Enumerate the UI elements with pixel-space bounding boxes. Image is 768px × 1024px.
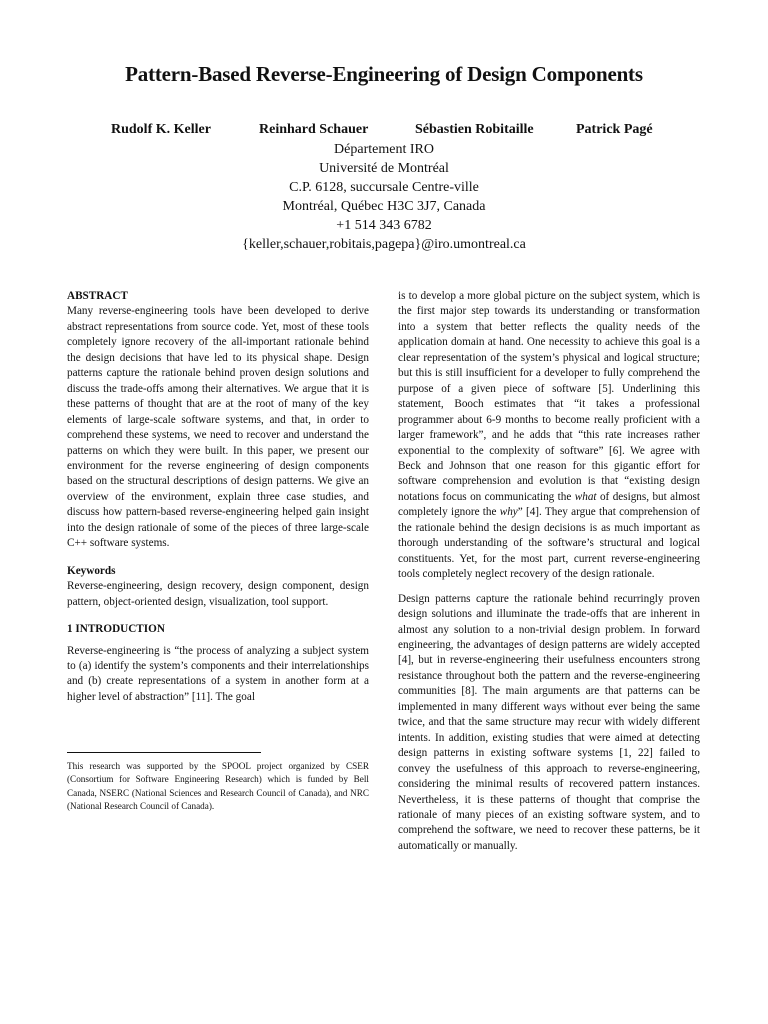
postal-address: C.P. 6128, succursale Centre-ville xyxy=(289,180,479,195)
text-run: is to develop a more global picture on the subject system, which is the first major step towards its understanding or transformation into a system that better reflects the quality needs of the application domain at hand. One necessity to achieve this goal is a clear representation of the system’s physical and logical structure; but this is still insufficient for a developer to fully comprehend the purpose of a given piece of software [5]. Underlining this statement, Booch estimates that “it takes a professional programmer about 6-9 months to become really proficient with a larger framework”, and he adds that “this rate increases rather exponential to the complexity of software” [6]. We agree with Beck and Johnson that one reason for this gigantic effort for software comprehension and evolution is that “existing design notations focus on communicating the xyxy=(398,290,700,503)
paragraph: Design patterns capture the rationale behind recurringly proven design solutions and illuminate the trade-offs that are inherent in almost any solution to a non-trivial design problem. In forward engineering, the advantages of design patterns are widely accepted [4], but in reverse-engineering their usefulness encounters strong resistance throughout both the pattern and the reverse-engineering communities [8]. The main arguments are that patterns can be implemented in many different ways without ever being the same twice, and that the same structure may recur with widely different intents. In addition, existing studies that were aimed at detecting design patterns in existing software systems [1, 22] failed to convey the usefulness of this approach to reverse-engineering, considering the minimal results of recovered pattern instances. Nevertheless, it is these patterns of thought that comprise the rationale of many pieces of an existing software system, and to comprehend the software, we need to recover these patterns, be it automatically or manually. xyxy=(398,592,700,852)
left-column xyxy=(67,289,369,705)
author-name: Patrick Pagé xyxy=(576,122,653,137)
affiliation-block xyxy=(0,140,768,254)
author-list xyxy=(0,122,768,140)
text-run: ” [4]. They argue that comprehension of the rationale behind the design decisions is as much important as thorough understanding of the software’s structural and logical constituents. Yet, for the most part, current reverse-engineering tools completely neglect recovery of the design rationale. xyxy=(398,506,700,581)
abstract-heading: ABSTRACT xyxy=(67,290,128,302)
abstract-text: Many reverse-engineering tools have been developed to derive abstract representations from source code. Yet, most of these tools completely ignore recovery of the all-important rationale behind the design decisions that have led to its physical shape. Design patterns capture the rationale behind proven design solutions and discuss the trade-offs among their alternatives. We argue that it is these patterns of thought that are at the root of many of the key elements of large-scale software systems, and that, in order to comprehend these systems, we need to recover and understand the patterns on which they were built. In this paper, we present our environment for the reverse engineering of design components based on the structural descriptions of design patterns. We give an overview of the environment, explain three case studies, and discuss how pattern-based reverse-engineering helped gain insight into the design rationale of some of the pieces of three large-scale C++ software systems. xyxy=(67,305,369,550)
footnote-rule xyxy=(67,752,261,753)
phone-number: +1 514 343 6782 xyxy=(336,218,432,233)
footnote-text: This research was supported by the SPOOL project organized by CSER (Consortium for Software Engineering Research) which is funded by Bell Canada, NSERC (National Sciences and Research Council of Canada), and NRC (National Research Council of Canada). xyxy=(67,761,369,812)
university: Université de Montréal xyxy=(319,161,449,176)
email-address: {keller,schauer,robitais,pagepa}@iro.umontreal.ca xyxy=(242,237,526,252)
introduction-text: Reverse-engineering is “the process of analyzing a subject system to (a) identify the system’s components and their interrelationships and (b) create representations of a system in another form at a higher level of abstraction” [11]. The goal xyxy=(67,644,369,703)
keywords-heading: Keywords xyxy=(67,564,116,577)
author-name: Sébastien Robitaille xyxy=(415,122,534,137)
text-run: of designs, but almost completely ignore the xyxy=(398,490,701,519)
right-column xyxy=(398,289,700,854)
city-address: Montréal, Québec H3C 3J7, Canada xyxy=(282,199,486,214)
keywords-text: Reverse-engineering, design recovery, design component, design pattern, object-oriented design, visualization, tool support. xyxy=(67,580,369,608)
paragraph xyxy=(398,289,700,583)
author-name: Reinhard Schauer xyxy=(259,122,369,137)
section-heading-introduction: 1 INTRODUCTION xyxy=(67,623,165,636)
emphasis-why: why xyxy=(499,506,518,519)
emphasis-what: what xyxy=(574,490,597,503)
paper-title: Pattern-Based Reverse-Engineering of Design Components xyxy=(125,62,643,86)
department: Département IRO xyxy=(334,142,434,157)
author-name: Rudolf K. Keller xyxy=(111,122,211,137)
